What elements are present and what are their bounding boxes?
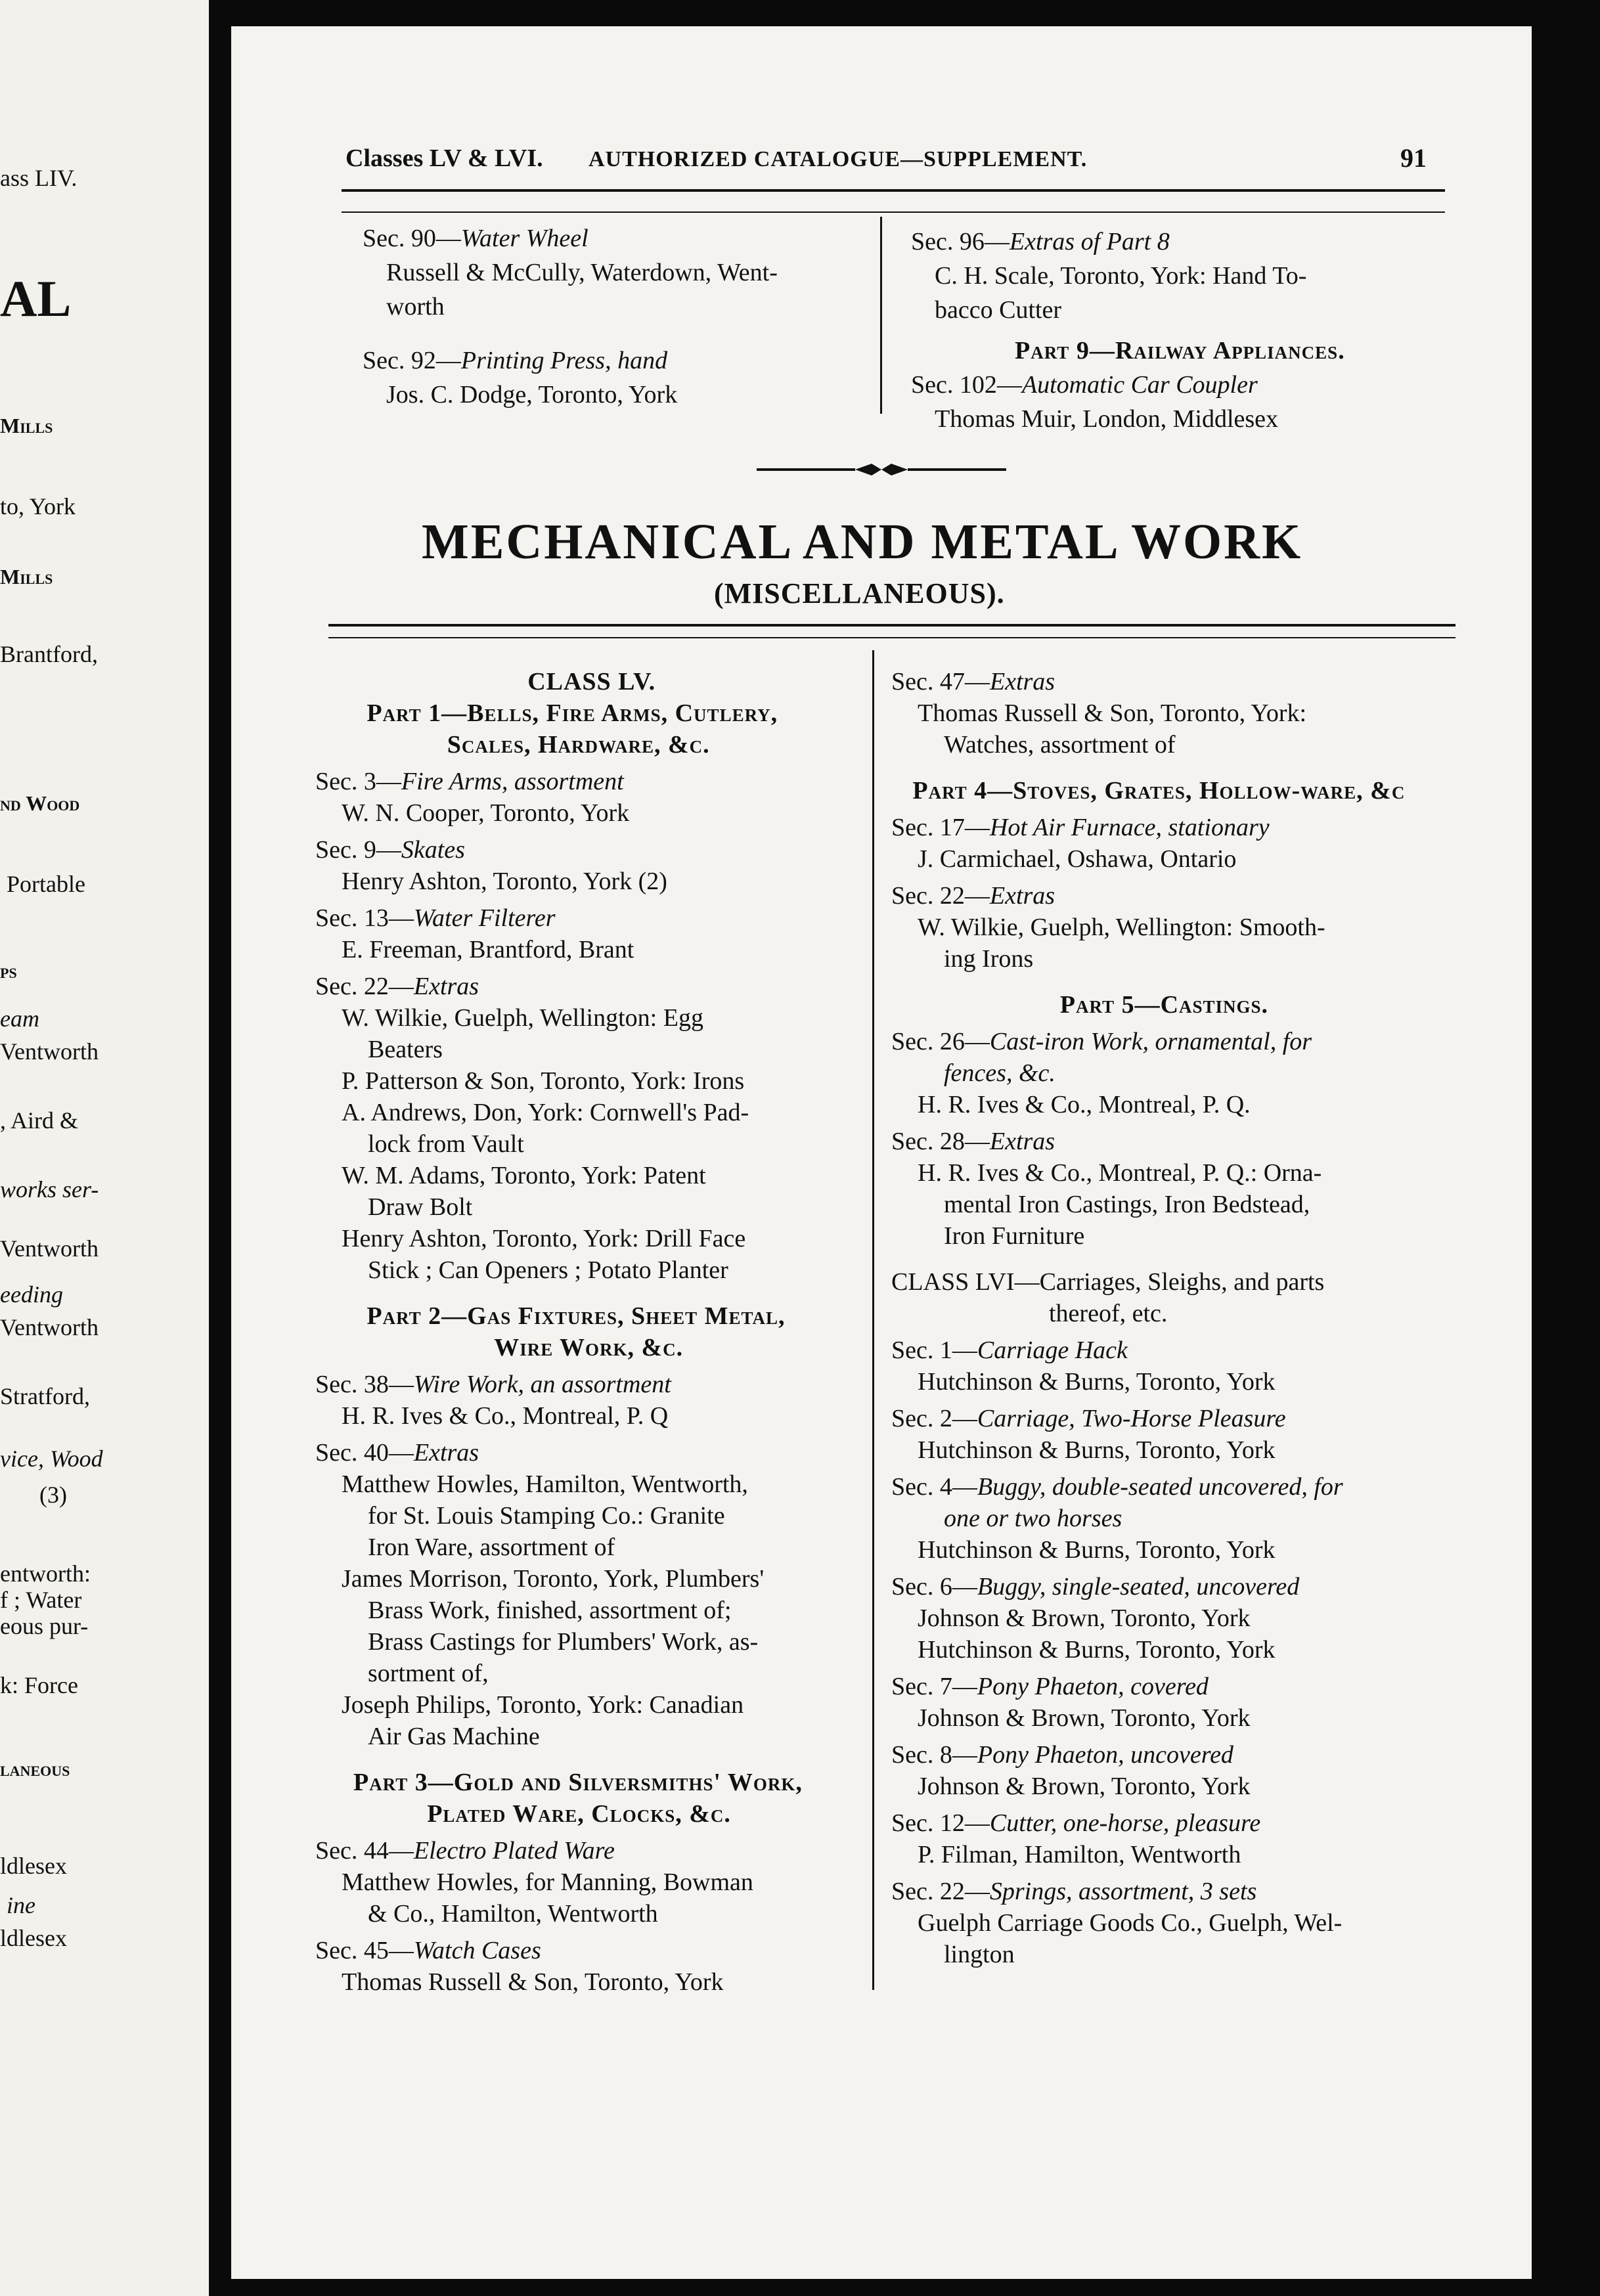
- facing-page-text: f ; Water: [0, 1587, 82, 1613]
- page-number: 91: [1400, 143, 1427, 173]
- section-item: Printing Press, hand: [460, 347, 668, 374]
- exhibitor-entry: Thomas Muir, London, Middlesex: [935, 405, 1279, 433]
- exhibitor-entry: Hutchinson & Burns, Toronto, York: [918, 1368, 1276, 1396]
- section-line: [891, 1472, 1343, 1502]
- facing-page-text: ldlesex: [0, 1853, 67, 1879]
- entry-continuation: Air Gas Machine: [368, 1723, 540, 1750]
- section-heading: Plated Ware, Clocks, &c.: [427, 1800, 731, 1828]
- exhibitor-entry: Russell & McCully, Waterdown, Went-: [386, 259, 778, 286]
- section-item: Buggy, double-seated uncovered, for: [977, 1473, 1343, 1501]
- entry-continuation: lock from Vault: [368, 1130, 524, 1158]
- entry-continuation: & Co., Hamilton, Wentworth: [368, 1900, 658, 1928]
- section-number: Sec. 2—: [891, 1405, 977, 1432]
- section-number: Sec. 12—: [891, 1809, 990, 1837]
- facing-page-text: Stratford,: [0, 1383, 90, 1409]
- section-item: Fire Arms, assortment: [401, 768, 624, 795]
- section-line: [911, 227, 1170, 257]
- exhibitor-entry: Henry Ashton, Toronto, York (2): [342, 868, 667, 895]
- section-number: Sec. 22—: [891, 1878, 990, 1905]
- section-item: Water Wheel: [460, 225, 589, 252]
- section-number: Sec. 45—: [315, 1937, 414, 1964]
- entry-continuation: Iron Furniture: [944, 1222, 1085, 1250]
- section-number: Sec. 13—: [315, 904, 414, 932]
- section-item: Wire Work, an assortment: [413, 1371, 671, 1398]
- section-number: Sec. 22—: [891, 882, 990, 910]
- entry-continuation: Beaters: [368, 1036, 443, 1063]
- entry-continuation: lington: [944, 1941, 1015, 1968]
- exhibitor-entry: Hutchinson & Burns, Toronto, York: [918, 1536, 1276, 1564]
- section-number: Sec. 3—: [315, 768, 401, 795]
- exhibitor-entry: J. Carmichael, Oshawa, Ontario: [918, 845, 1237, 873]
- section-number: Sec. 92—: [363, 347, 461, 374]
- exhibitor-entry: CLASS LVI—Carriages, Sleighs, and parts: [891, 1268, 1325, 1296]
- exhibitor-entry: Matthew Howles, Hamilton, Wentworth,: [342, 1470, 748, 1498]
- section-number: Sec. 1—: [891, 1336, 977, 1364]
- header-rule: [342, 189, 1445, 192]
- exhibitor-entry: Henry Ashton, Toronto, York: Drill Face: [342, 1225, 746, 1252]
- section-line: [891, 1671, 1209, 1702]
- entry-continuation: Brass Work, finished, assortment of;: [368, 1597, 732, 1624]
- section-heading: Wire Work, &c.: [494, 1334, 684, 1361]
- exhibitor-entry: E. Freeman, Brantford, Brant: [342, 936, 634, 963]
- section-number: Sec. 96—: [911, 228, 1010, 255]
- exhibitor-entry: Joseph Philips, Toronto, York: Canadian: [342, 1691, 744, 1719]
- exhibitor-entry: bacco Cutter: [935, 296, 1062, 324]
- facing-page-text: Brantford,: [0, 641, 98, 667]
- section-heading: Part 3—Gold and Silversmiths' Work,: [353, 1769, 803, 1796]
- section-line: [315, 835, 465, 865]
- section-heading: Part 2—Gas Fixtures, Sheet Metal,: [367, 1302, 786, 1330]
- section-item: Carriage, Two-Horse Pleasure: [977, 1405, 1286, 1432]
- entry-continuation: fences, &c.: [944, 1059, 1056, 1087]
- facing-page-text: k: Force: [0, 1672, 78, 1698]
- entry-continuation: thereof, etc.: [1049, 1300, 1168, 1327]
- facing-page-text: vice, Wood: [0, 1446, 103, 1472]
- section-line: [363, 345, 667, 376]
- exhibitor-entry: H. R. Ives & Co., Montreal, P. Q.: Orna-: [918, 1159, 1322, 1187]
- section-line: [891, 1876, 1256, 1907]
- section-item: Hot Air Furnace, stationary: [989, 814, 1270, 841]
- header-title: AUTHORIZED CATALOGUE—SUPPLEMENT.: [589, 147, 1088, 171]
- entry-continuation: sortment of,: [368, 1660, 489, 1687]
- top-column-divider: [880, 217, 882, 414]
- entry-continuation: Iron Ware, assortment of: [368, 1534, 615, 1561]
- exhibitor-entry: W. N. Cooper, Toronto, York: [342, 799, 630, 827]
- exhibitor-entry: H. R. Ives & Co., Montreal, P. Q.: [918, 1091, 1251, 1118]
- section-number: Sec. 47—: [891, 668, 990, 695]
- facing-page-text: eam: [0, 1005, 39, 1032]
- page-title: MECHANICAL AND METAL WORK: [422, 514, 1303, 569]
- section-item: Cast-iron Work, ornamental, for: [989, 1028, 1312, 1055]
- section-number: Sec. 38—: [315, 1371, 414, 1398]
- exhibitor-entry: Johnson & Brown, Toronto, York: [918, 1704, 1251, 1732]
- section-line: [891, 812, 1270, 843]
- facing-page-text: entworth:: [0, 1560, 91, 1587]
- header-rule-thin: [342, 211, 1445, 213]
- section-item: Extras: [989, 882, 1056, 910]
- section-heading: Part 9—Railway Appliances.: [1015, 337, 1345, 364]
- ornament-divider: [757, 460, 1006, 479]
- exhibitor-entry: W. Wilkie, Guelph, Wellington: Egg: [342, 1004, 703, 1032]
- section-line: [315, 1836, 615, 1866]
- section-number: Sec. 22—: [315, 973, 414, 1000]
- facing-page-text: ine: [7, 1892, 35, 1918]
- section-number: Sec. 102—: [911, 371, 1022, 399]
- section-line: [891, 1572, 1299, 1602]
- section-number: Sec. 7—: [891, 1673, 977, 1700]
- exhibitor-entry: James Morrison, Toronto, York, Plumbers': [342, 1565, 765, 1593]
- section-line: [891, 1403, 1286, 1434]
- entry-continuation: Stick ; Can Openers ; Potato Planter: [368, 1256, 728, 1284]
- section-number: Sec. 8—: [891, 1741, 977, 1769]
- entry-continuation: Draw Bolt: [368, 1193, 473, 1221]
- entry-continuation: one or two horses: [944, 1505, 1122, 1532]
- exhibitor-entry: Johnson & Brown, Toronto, York: [918, 1773, 1251, 1800]
- exhibitor-entry: Johnson & Brown, Toronto, York: [918, 1604, 1251, 1632]
- facing-page-text: Mills: [0, 414, 53, 437]
- section-item: Cutter, one-horse, pleasure: [989, 1809, 1261, 1837]
- entry-continuation: for St. Louis Stamping Co.: Granite: [368, 1502, 725, 1530]
- section-item: Skates: [401, 836, 465, 864]
- facing-page-text: (3): [39, 1482, 67, 1508]
- section-line: [891, 1126, 1055, 1157]
- facing-page-fragment: [0, 0, 209, 2296]
- section-item: Watch Cases: [413, 1937, 541, 1964]
- facing-page-text: laneous: [0, 1757, 70, 1780]
- section-item: Carriage Hack: [977, 1336, 1128, 1364]
- exhibitor-entry: H. R. Ives & Co., Montreal, P. Q: [342, 1402, 669, 1430]
- exhibitor-entry: worth: [386, 293, 445, 320]
- exhibitor-entry: Hutchinson & Burns, Toronto, York: [918, 1436, 1276, 1464]
- section-number: Sec. 4—: [891, 1473, 977, 1501]
- section-number: Sec. 90—: [363, 225, 461, 252]
- facing-page-text: ps: [0, 959, 17, 982]
- section-item: Extras: [989, 668, 1056, 695]
- facing-page-text: to, York: [0, 493, 76, 519]
- section-item: Automatic Car Coupler: [1021, 371, 1258, 399]
- exhibitor-entry: Hutchinson & Burns, Toronto, York: [918, 1636, 1276, 1664]
- section-item: Extras: [413, 973, 479, 1000]
- exhibitor-entry: P. Patterson & Son, Toronto, York: Irons: [342, 1067, 745, 1095]
- section-heading: Scales, Hardware, &c.: [447, 731, 710, 759]
- exhibitor-entry: W. M. Adams, Toronto, York: Patent: [342, 1162, 706, 1189]
- section-number: Sec. 44—: [315, 1837, 414, 1865]
- facing-page-text: , Aird &: [0, 1107, 79, 1134]
- entry-continuation: mental Iron Castings, Iron Bedstead,: [944, 1191, 1310, 1218]
- section-line: [315, 1438, 479, 1468]
- section-line: [891, 1335, 1128, 1365]
- facing-page-text: Ventworth: [0, 1235, 99, 1262]
- entry-continuation: ing Irons: [944, 945, 1034, 973]
- section-number: Sec. 6—: [891, 1573, 977, 1601]
- facing-page-text: AL: [0, 270, 72, 327]
- section-line: [911, 370, 1258, 400]
- section-line: [891, 1808, 1260, 1838]
- section-line: [315, 971, 479, 1002]
- section-line: [315, 766, 624, 797]
- exhibitor-entry: Guelph Carriage Goods Co., Guelph, Wel-: [918, 1909, 1343, 1937]
- facing-page-text: Portable: [7, 871, 85, 897]
- section-line: [891, 1740, 1233, 1770]
- exhibitor-entry: A. Andrews, Don, York: Cornwell's Pad-: [342, 1099, 749, 1126]
- section-line: [363, 223, 589, 254]
- section-number: Sec. 28—: [891, 1128, 990, 1155]
- facing-page-text: Ventworth: [0, 1314, 99, 1340]
- facing-page-text: Ventworth: [0, 1038, 99, 1065]
- title-rule: [328, 624, 1456, 627]
- section-number: Sec. 26—: [891, 1028, 990, 1055]
- section-item: Extras: [413, 1439, 479, 1467]
- section-item: Extras: [989, 1128, 1056, 1155]
- column-divider: [872, 650, 874, 1990]
- section-item: Springs, assortment, 3 sets: [989, 1878, 1257, 1905]
- facing-page-text: eeding: [0, 1281, 63, 1308]
- exhibitor-entry: P. Filman, Hamilton, Wentworth: [918, 1841, 1241, 1868]
- section-heading: Part 5—Castings.: [1059, 991, 1269, 1019]
- section-number: Sec. 40—: [315, 1439, 414, 1467]
- entry-continuation: Watches, assortment of: [944, 731, 1176, 759]
- facing-page-text: eous pur-: [0, 1613, 89, 1639]
- facing-page-text: ldlesex: [0, 1925, 67, 1951]
- title-rule-thin: [328, 637, 1456, 638]
- section-line: [891, 667, 1055, 697]
- facing-page-text: nd Wood: [0, 791, 80, 815]
- section-item: Pony Phaeton, covered: [977, 1673, 1209, 1700]
- exhibitor-entry: Thomas Russell & Son, Toronto, York: [342, 1968, 724, 1996]
- section-item: Extras of Part 8: [1009, 228, 1170, 255]
- section-item: Water Filterer: [413, 904, 556, 932]
- section-line: [315, 1369, 671, 1400]
- section-heading: Part 1—Bells, Fire Arms, Cutlery,: [367, 699, 778, 727]
- section-line: [891, 881, 1055, 911]
- section-line: [315, 903, 556, 933]
- section-heading: CLASS LV.: [527, 668, 656, 695]
- exhibitor-entry: W. Wilkie, Guelph, Wellington: Smooth-: [918, 914, 1325, 941]
- section-heading: Part 4—Stoves, Grates, Hollow-ware, &c: [912, 777, 1406, 805]
- section-item: Electro Plated Ware: [413, 1837, 615, 1865]
- exhibitor-entry: Jos. C. Dodge, Toronto, York: [386, 381, 678, 408]
- exhibitor-entry: Matthew Howles, for Manning, Bowman: [342, 1868, 753, 1896]
- exhibitor-entry: C. H. Scale, Toronto, York: Hand To-: [935, 262, 1307, 290]
- section-item: Buggy, single-seated, uncovered: [977, 1573, 1300, 1601]
- section-line: [315, 1935, 541, 1966]
- facing-page-text: ass LIV.: [0, 165, 78, 191]
- facing-page-text: Mills: [0, 565, 53, 588]
- section-number: Sec. 17—: [891, 814, 990, 841]
- facing-page-text: works ser-: [0, 1176, 99, 1203]
- entry-continuation: Brass Castings for Plumbers' Work, as-: [368, 1628, 759, 1656]
- page-subtitle: (MISCELLANEOUS).: [714, 577, 1005, 609]
- header-classes: Classes LV & LVI.: [345, 144, 543, 172]
- section-item: Pony Phaeton, uncovered: [977, 1741, 1233, 1769]
- catalogue-page: [231, 26, 1532, 2279]
- section-number: Sec. 9—: [315, 836, 401, 864]
- exhibitor-entry: Thomas Russell & Son, Toronto, York:: [918, 699, 1307, 727]
- section-line: [891, 1027, 1312, 1057]
